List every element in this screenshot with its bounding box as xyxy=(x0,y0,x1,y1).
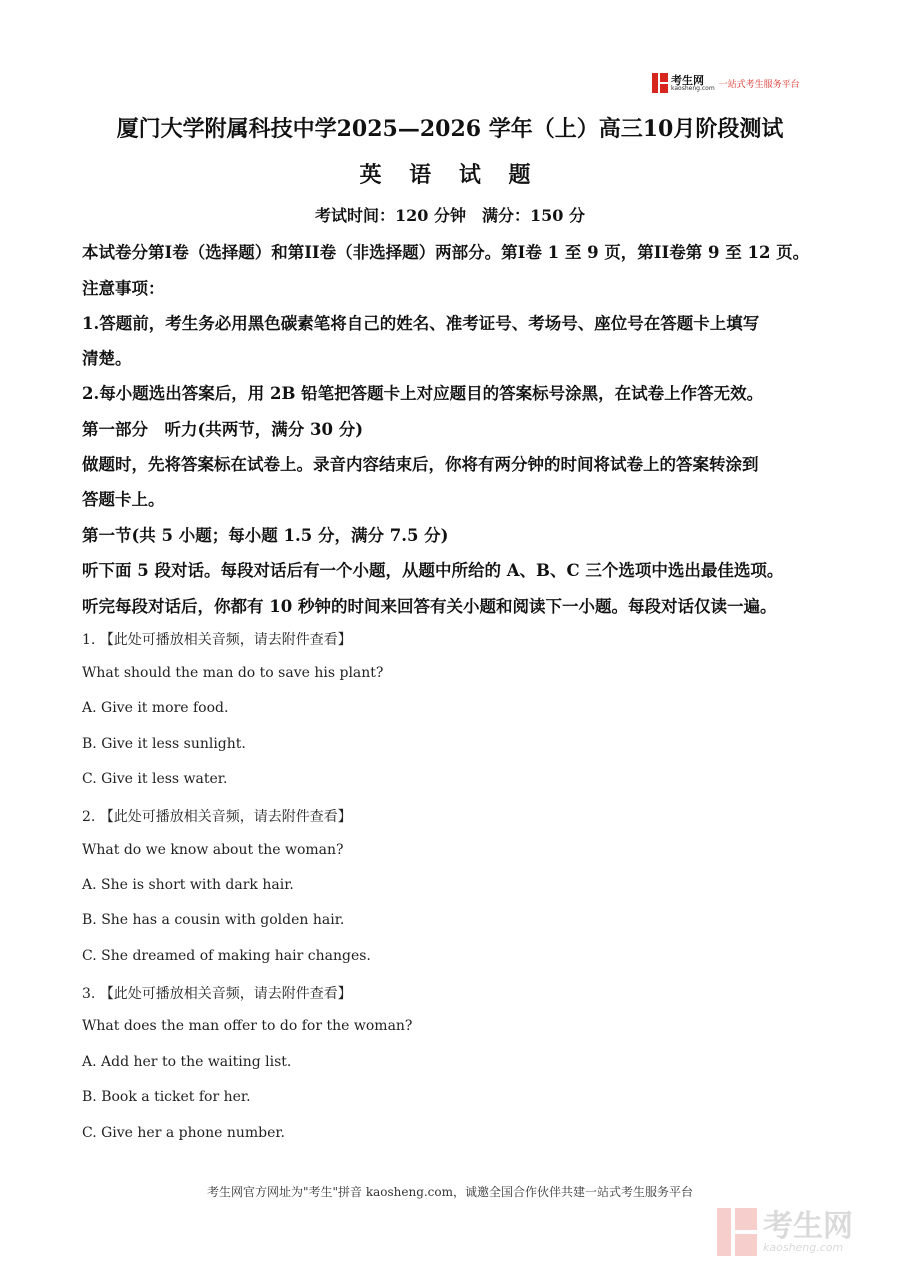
note-1-line-1: 1.答题前，考生务必用黑色碳素笔将自己的姓名、准考证号、考场号、座位号在答题卡上填写 xyxy=(82,314,760,333)
question-2-text: What do we know about the woman? xyxy=(82,842,344,858)
question-3-audio-note[interactable]: 3. 【此处可播放相关音频，请去附件查看】 xyxy=(82,986,352,1002)
kaosheng-logo-icon xyxy=(652,73,668,93)
logo-tagline: 一站式考生服务平台 xyxy=(718,79,800,90)
instructions-intro: 本试卷分第I卷（选择题）和第II卷（非选择题）两部分。第I卷 1 至 9 页，第II卷第 9 至 12 页。 xyxy=(82,243,810,262)
watermark xyxy=(717,1208,853,1256)
question-3-text: What does the man offer to do for the woman? xyxy=(82,1018,413,1034)
question-1-option-c: C. Give it less water. xyxy=(82,771,228,787)
question-3-option-a: A. Add her to the waiting list. xyxy=(82,1054,292,1070)
logo-name: 考生网 xyxy=(671,73,704,87)
question-2-option-b: B. She has a cousin with golden hair. xyxy=(82,912,345,928)
exam-time-info: 考试时间：120 分钟 满分：150 分 xyxy=(315,206,585,225)
section1-desc-line-2: 听完每段对话后，你都有 10 秒钟的时间来回答有关小题和阅读下一小题。每段对话仅读一遍。 xyxy=(82,597,777,616)
notes-heading: 注意事项： xyxy=(82,279,165,298)
part1-heading: 第一部分 听力(共两节，满分 30 分) xyxy=(82,420,364,439)
question-1-option-a: A. Give it more food. xyxy=(82,700,229,716)
exam-subject: 英 语 试 题 xyxy=(359,162,541,188)
question-2-audio-note[interactable]: 2. 【此处可播放相关音频，请去附件查看】 xyxy=(82,809,352,825)
question-3-option-b: B. Book a ticket for her. xyxy=(82,1089,251,1105)
watermark-logo-icon xyxy=(717,1208,757,1256)
part1-desc-line-2: 答题卡上。 xyxy=(82,490,165,509)
exam-title: 厦门大学附属科技中学2025—2026 学年（上）高三10月阶段测试 xyxy=(116,116,784,142)
note-2: 2.每小题选出答案后，用 2B 铅笔把答题卡上对应题目的答案标号涂黑，在试卷上作答无效。 xyxy=(82,384,764,403)
question-1-text: What should the man do to save his plant? xyxy=(82,665,384,681)
page-footer: 考生网官方网址为"考生"拼音 kaosheng.com，诚邀全国合作伙伴共建一站式考生服务平台 xyxy=(206,1185,694,1199)
question-2-option-c: C. She dreamed of making hair changes. xyxy=(82,948,371,964)
question-3-option-c: C. Give her a phone number. xyxy=(82,1125,285,1141)
section1-desc-line-1: 听下面 5 段对话。每段对话后有一个小题，从题中所给的 A、B、C 三个选项中选出最佳选项。 xyxy=(82,561,784,580)
question-2-option-a: A. She is short with dark hair. xyxy=(82,877,294,893)
section1-heading: 第一节(共 5 小题；每小题 1.5 分，满分 7.5 分) xyxy=(82,526,449,545)
question-1-option-b: B. Give it less sunlight. xyxy=(82,736,246,752)
note-1-line-2: 清楚。 xyxy=(82,349,132,368)
header-logo xyxy=(652,72,800,94)
part1-desc-line-1: 做题时，先将答案标在试卷上。录音内容结束后，你将有两分钟的时间将试卷上的答案转涂到 xyxy=(82,455,759,474)
watermark-domain: kaosheng.com xyxy=(763,1240,844,1254)
logo-domain: kaosheng.com xyxy=(671,84,715,92)
question-1-audio-note[interactable]: 1. 【此处可播放相关音频，请去附件查看】 xyxy=(82,632,352,648)
watermark-name: 考生网 xyxy=(763,1208,853,1244)
